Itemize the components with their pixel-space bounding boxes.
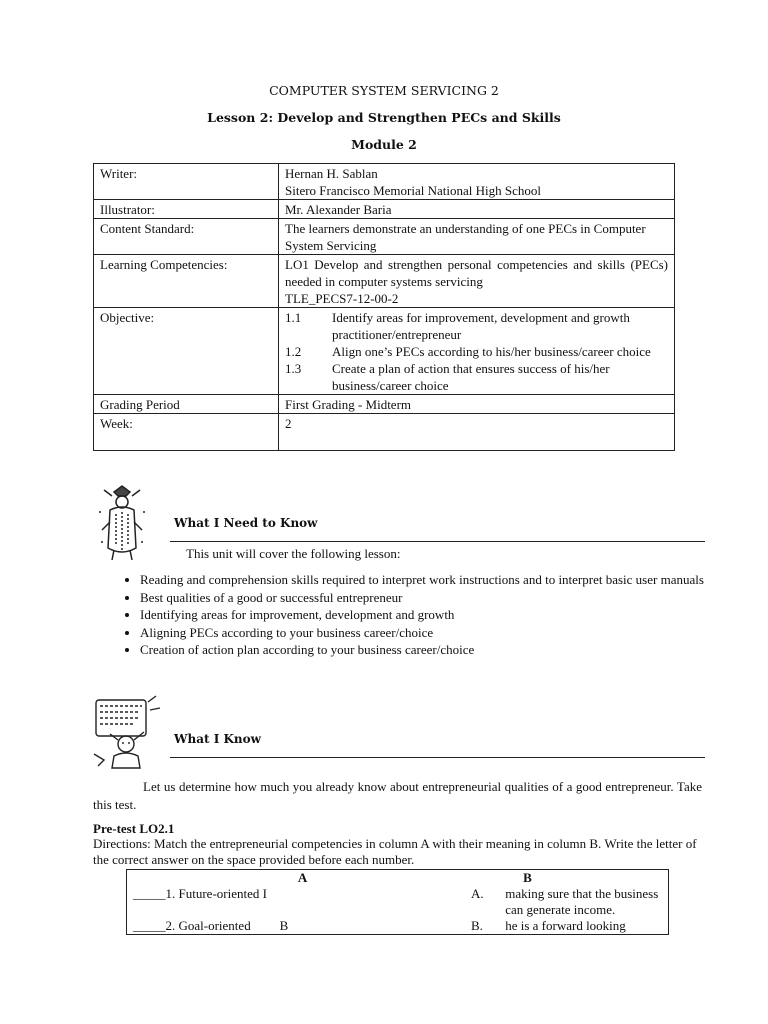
writer-row <box>94 164 675 200</box>
grading-value: First Grading - Midterm <box>279 395 675 414</box>
learning-competencies-code: TLE_PECS7-12-00-2 <box>285 291 399 306</box>
table-row <box>127 886 669 918</box>
module-label: Module 2 <box>351 137 417 152</box>
objective-text: Align one’s PECs according to his/her business/career choice <box>332 344 651 359</box>
mascot-need-to-know-icon <box>96 482 148 562</box>
item-a-text: _____2. Goal-oriented <box>133 918 251 933</box>
objective-value <box>279 308 675 395</box>
matching-table <box>126 869 669 935</box>
list-item: • Creation of action plan according to your business career/choice <box>140 641 730 659</box>
item-b-text: he is a forward looking <box>505 918 626 933</box>
lesson-title: Lesson 2: Develop and Strengthen PECs and Skills <box>207 110 561 125</box>
what-i-know-intro: Let us determine how much you already know about entrepreneurial qualities of a good entrepreneur. Take this test. <box>93 779 702 812</box>
need-to-know-title: What I Need to Know <box>174 516 318 530</box>
item-b-text: making sure that the business can generate income. <box>505 886 659 917</box>
item-b-letter: A. <box>470 886 484 901</box>
objective-item <box>285 360 668 394</box>
matching-header-row <box>127 870 669 887</box>
lesson-info-table <box>93 163 675 451</box>
objective-number: 1.2 <box>285 344 302 359</box>
learning-competencies-row <box>94 255 675 308</box>
illustrator-row <box>94 200 675 219</box>
illustrator-value: Mr. Alexander Baria <box>279 200 675 219</box>
learning-competencies-label: Learning Competencies: <box>94 255 279 308</box>
objective-text: Create a plan of action that ensures success of his/her business/career choice <box>332 361 610 393</box>
table-row <box>127 918 669 935</box>
content-standard-label: Content Standard: <box>94 219 279 255</box>
objective-item <box>285 309 668 343</box>
grading-row <box>94 395 675 414</box>
item-a-text: _____1. Future-oriented I <box>133 886 267 901</box>
learning-competencies-value <box>279 255 675 308</box>
objective-item <box>285 343 668 360</box>
column-a-header: A <box>297 870 308 885</box>
week-row <box>94 414 675 451</box>
list-item: • Reading and comprehension skills required to interpret work instructions and to interpret basic user manuals <box>140 571 730 589</box>
item-mid-text: B <box>279 918 289 933</box>
content-standard-value: The learners demonstrate an understanding of one PECs in Computer System Servicing <box>279 219 675 255</box>
grading-label: Grading Period <box>94 395 279 414</box>
objective-number: 1.3 <box>285 361 302 376</box>
need-to-know-rule <box>170 541 705 542</box>
illustrator-label: Illustrator: <box>94 200 279 219</box>
objective-text: Identify areas for improvement, development and growth practitioner/entrepreneur <box>332 310 630 342</box>
item-mid-text <box>332 886 387 918</box>
writer-name: Hernan H. Sablan <box>285 166 378 181</box>
list-item: • Identifying areas for improvement, development and growth <box>140 606 730 624</box>
writer-school: Sitero Francisco Memorial National High School <box>285 183 541 198</box>
list-item: • Aligning PECs according to your business career/choice <box>140 624 730 642</box>
lesson-list <box>118 571 730 659</box>
content-standard-row <box>94 219 675 255</box>
need-to-know-intro: This unit will cover the following lesson: <box>186 546 401 561</box>
pretest-title: Pre-test LO2.1 <box>93 821 175 836</box>
learning-competencies-text: LO1 Develop and strengthen personal competencies and skills (PECs) needed in computer systems servicing <box>285 257 668 289</box>
writer-value <box>279 164 675 200</box>
objective-label: Objective: <box>94 308 279 395</box>
objective-row <box>94 308 675 395</box>
what-i-know-title: What I Know <box>174 732 261 746</box>
objective-number: 1.1 <box>285 310 302 325</box>
what-i-know-rule <box>170 757 705 758</box>
week-label: Week: <box>94 414 279 451</box>
course-title: COMPUTER SYSTEM SERVICING 2 <box>269 83 499 98</box>
mascot-what-i-know-icon <box>90 694 162 770</box>
writer-label: Writer: <box>94 164 279 200</box>
week-value: 2 <box>279 414 675 451</box>
list-item: • Best qualities of a good or successful entrepreneur <box>140 589 730 607</box>
column-b-header: B <box>523 870 532 885</box>
pretest-directions: Directions: Match the entrepreneurial competencies in column A with their meaning in column B. Write the letter of the correct answer on the space provided before each number. <box>93 836 697 867</box>
item-b-letter: B. <box>470 918 483 933</box>
